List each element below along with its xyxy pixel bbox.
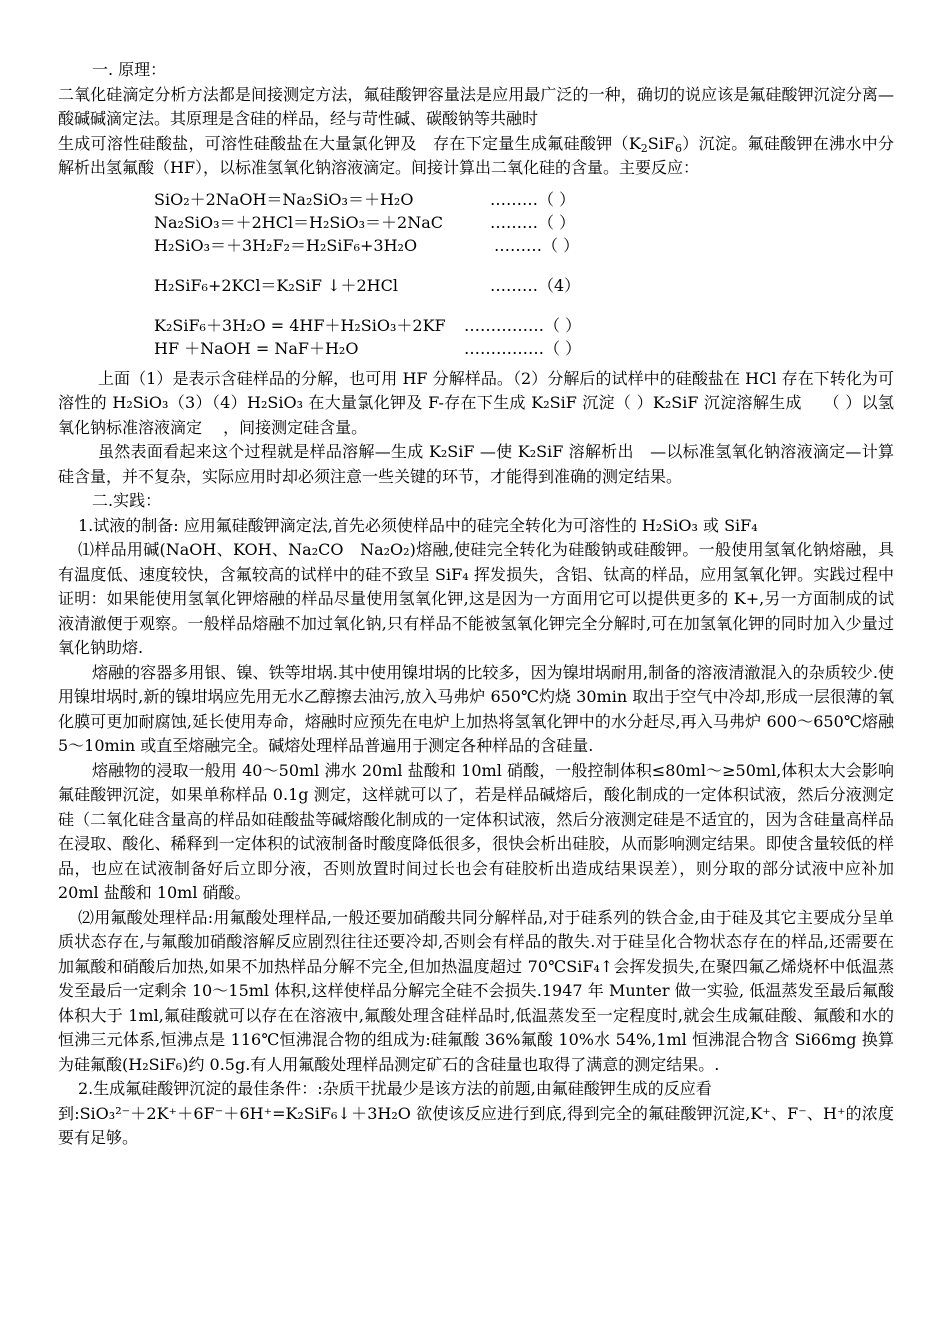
item-1-paragraph-hf-treatment: ⑵用氟酸处理样品:用氟酸处理样品,一般还要加硝酸共同分解样品,对于硅系列的铁合金,由于硅及其它主要成分呈单质状态存在,与氟酸加硝酸溶解反应剧烈往往还要冷却,否则会有样品的散失.对于硅呈化合物状态存在的样品,还需要在加氟酸和硝酸后加热,如果不加热样品分解不完全,但加热温度超过 70℃SiF₄↑会挥发损失,在聚四氟乙烯烧杯中低温蒸发至最后一定剩余 10～15ml 体积,这样使样品分解完全硅不会损失.1947 年 Munter 做一实验, 低温蒸发至最后氟酸体积大于 1ml,氟硅酸就可以存在在溶液中,氟酸处理含硅样品时,低温蒸发至一定程度时,就会生成氟硅酸、氟酸和水的恒沸三元体系,恒沸点是 116℃恒沸混合物的组成为:硅氟酸 36%氟酸 10%水 54%,1ml 恒沸混合物含 Si66mg 换算为硅氟酸(H₂SiF₆)约 0.5g.有人用氟酸处理样品测定矿石的含硅量也取得了满意的测定结果。. bbox=[58, 907, 894, 1074]
section-2-heading: 二.实践： bbox=[92, 491, 162, 510]
equation-2: Na₂SiO₃＝＋2HCl＝H₂SiO₃＝＋2NaC ………（ ） bbox=[154, 212, 576, 232]
item-2-paragraph: 到:SiO₃²⁻＋2K⁺＋6F⁻＋6H⁺=K₂SiF₆↓＋3H₂O 欲使该反应进行到底,得到完全的氟硅酸钾沉淀,K⁺、F⁻、H⁺的浓度要有足够。 bbox=[58, 1103, 894, 1147]
principle-paragraph-1: 二氧化硅滴定分析方法都是间接测定方法，氟硅酸钾容量法是应用最广泛的一种，确切的说应该是氟硅酸钾沉淀分离—酸碱碱滴定法。其原理是含硅的样品，经与苛性碱、碳酸钠等共融时 bbox=[58, 84, 894, 128]
equation-6: HF ＋NaOH = NaF＋H₂O ……………（ ） bbox=[154, 338, 582, 358]
equation-5: K₂SiF₆＋3H₂O = 4HF＋H₂SiO₃＋2KF ……………（ ） bbox=[154, 315, 582, 335]
summary-paragraph: 虽然表面看起来这个过程就是样品溶解—生成 K₂SiF —使 K₂SiF 溶解析出 —以标准氢氧化钠溶液滴定—计算硅含量，并不复杂，实际应用时却必须注意一些关键的环节，才能得到准确的测定结果。 bbox=[58, 442, 894, 486]
item-1-paragraph-leaching: 熔融物的浸取一般用 40～50ml 沸水 20ml 盐酸和 10ml 硝酸，一般控制体积≤80ml～≥50ml,体积太大会影响氟硅酸钾沉淀，如果单称样品 0.1g 测定，这样就可以了，若是样品碱熔后，酸化制成的一定体积试液，然后分液测定硅（二氧化硅含量高的样品如硅酸盐等碱熔酸化制成的一定体积试液，然后分液测定硅是不适宜的，因为含硅量高样品在浸取、酸化、稀释到一定体积的试液制备时酸度降低很多，很快会析出硅胶，从而影响测定结果。即使含量较低的样品，也应在试液制备好后立即分液，否则放置时间过长也会有硅胶析出造成结果误差），则分取的部分试液中应补加 20ml 盐酸和 10ml 硝酸。 bbox=[58, 760, 894, 902]
item-1-paragraph-alkali-fusion: ⑴样品用碱(NaOH、KOH、Na₂CO Na₂O₂)熔融,使硅完全转化为硅酸钠或硅酸钾。一般使用氢氧化钠熔融，具有温度低、速度较快，含氟较高的试样中的硅不致呈 SiF₄ 挥发损失，含铝、钛高的样品，应用氢氧化钾。实践过程中证明：如果能使用氢氧化钾熔融的样品尽量使用氢氧化钾,这是因为一方面用它可以提供更多的 K+,另一方面制成的试液清澈便于观察。一般样品熔融不加过氧化钠,只有样品不能被氢氧化钾完全分解时,可在加氢氧化钾的同时加入少量过氧化钠助熔. bbox=[58, 540, 894, 657]
principle-paragraph-2: 生成可溶性硅酸盐，可溶性硅酸盐在大量氯化钾及 存在下定量生成氟硅酸钾$(K_2SiF_6)$沉淀。氟硅酸钾在沸水中分解析出氢氟酸（HF），以标准氢氧化钠溶液滴定。间接计算出二氧化硅的含量。主要反应： bbox=[58, 133, 894, 177]
item-1-title: 1.试液的制备: 应用氟硅酸钾滴定法,首先必须使样品中的硅完全转化为可溶性的 H₂SiO₃ 或 SiF₄ bbox=[78, 515, 758, 535]
explanation-paragraph: 上面（1）是表示含硅样品的分解，也可用 HF 分解样品。（2）分解后的试样中的硅酸盐在 HCl 存在下转化为可溶性的 H₂SiO₃（3）（4）H₂SiO₃ 在大量氯化钾及 F-存在下生成 K₂SiF 沉淀（ ）K₂SiF 沉淀溶解生成 （ ）以氢氧化钠标准溶液滴定 ，间接测定硅含量。 bbox=[58, 368, 894, 437]
document-page bbox=[58, 58, 894, 1151]
item-1-paragraph-crucible: 熔融的容器多用银、镍、铁等坩埚.其中使用镍坩埚的比较多，因为镍坩埚耐用,制备的溶液清澈混入的杂质较少.使用镍坩埚时,新的镍坩埚应先用无水乙醇擦去油污,放入马弗炉 650℃灼烧 30min 取出于空气中冷却,形成一层很薄的氧化膜可更加耐腐蚀,延长使用寿命，熔融时应预先在电炉上加热将氢氧化钾中的水分赶尽,再入马弗炉 600～650℃熔融 5～10min 或直至熔融完全。碱熔处理样品普遍用于测定各种样品的含硅量. bbox=[58, 662, 894, 755]
equation-1: SiO₂＋2NaOH＝Na₂SiO₃＝＋H₂O ………（ ） bbox=[154, 189, 576, 209]
equation-4: H₂SiF₆+2KCl＝K₂SiF ↓＋2HCl ………（4） bbox=[154, 275, 581, 295]
equation-3: H₂SiO₃＝＋3H₂F₂＝H₂SiF₆+3H₂O ………（ ） bbox=[154, 235, 580, 255]
reaction-equations bbox=[154, 189, 894, 361]
item-2-title: 2.生成氟硅酸钾沉淀的最佳条件：:杂质干扰最少是该方法的前题,由氟硅酸钾生成的反应看 bbox=[78, 1079, 712, 1098]
section-1-heading: 一. 原理： bbox=[92, 60, 167, 79]
